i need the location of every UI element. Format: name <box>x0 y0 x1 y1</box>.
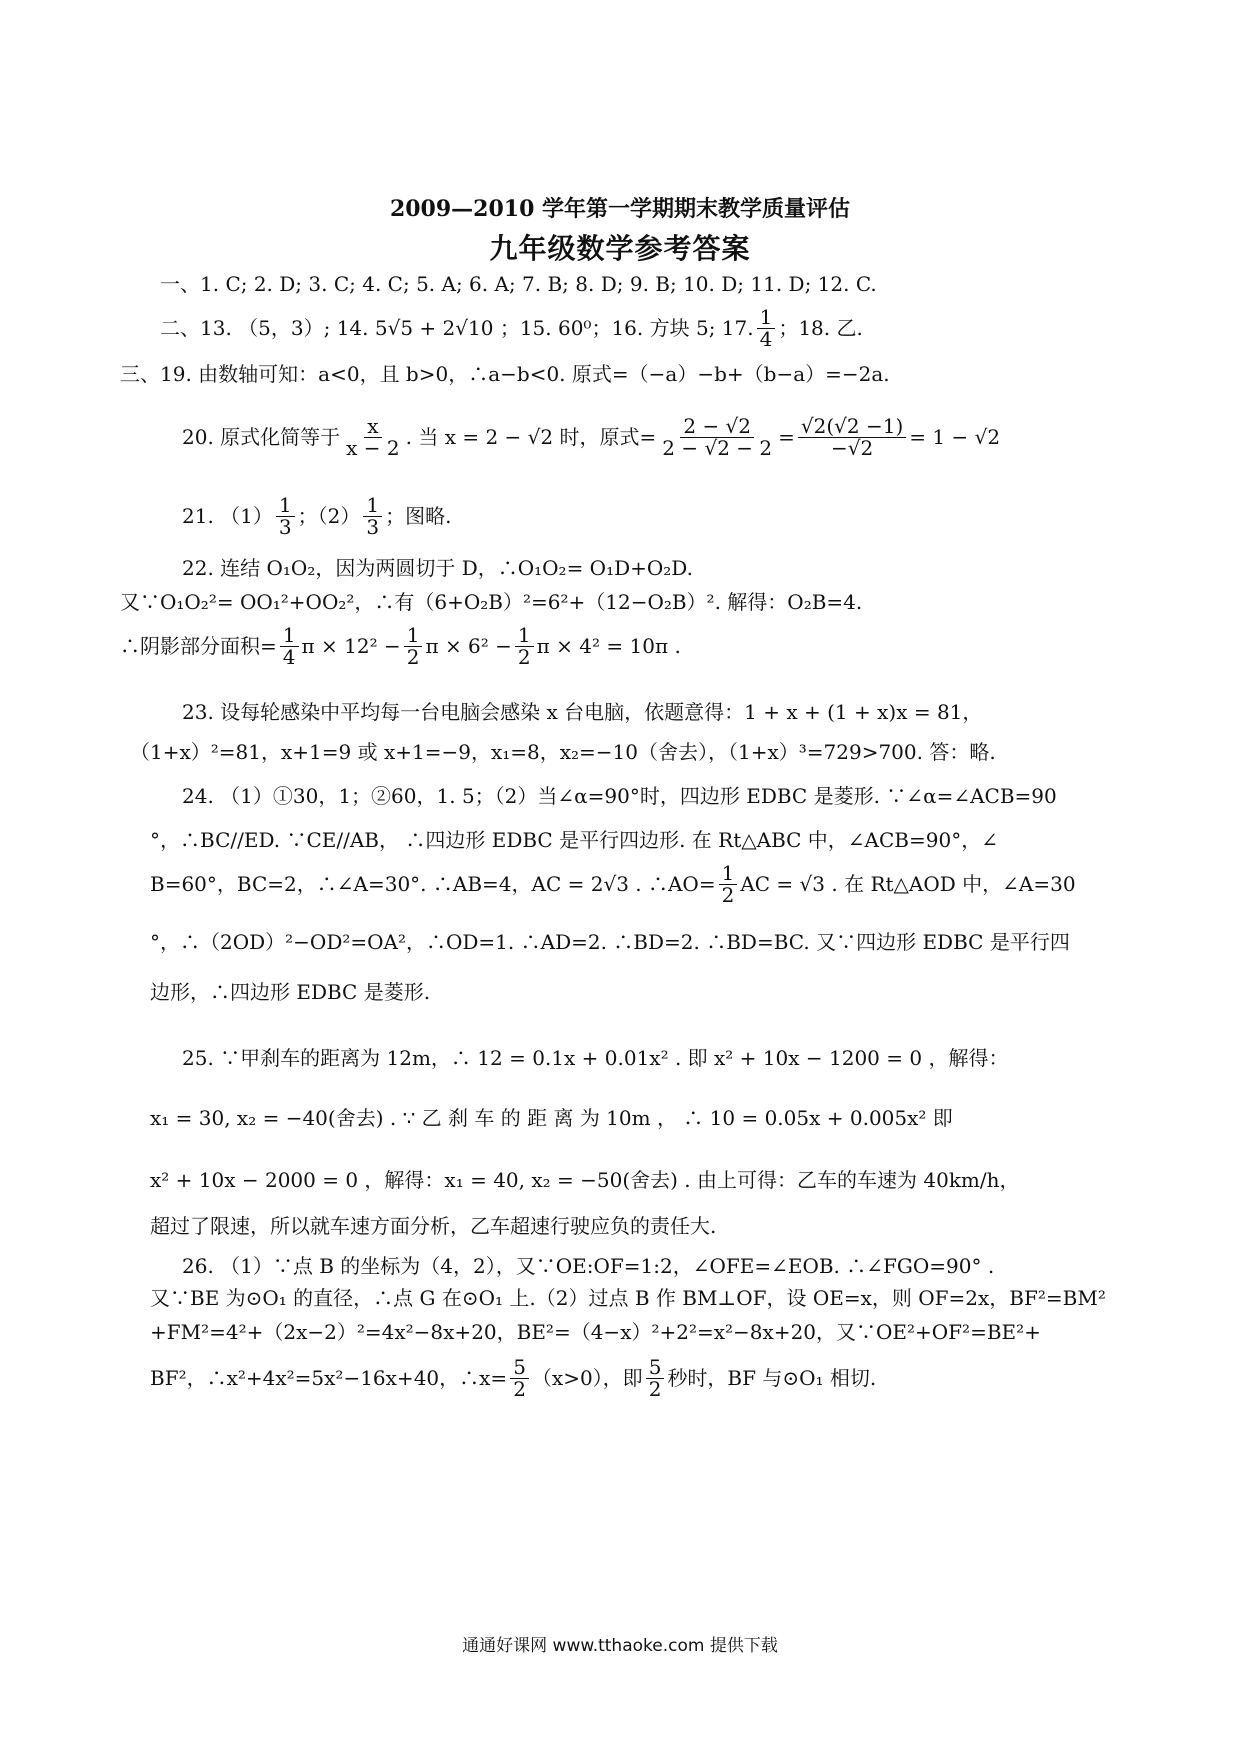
answer-20-text-c: = 1 − √2 <box>909 425 1001 449</box>
fraction-numerator: 2 − √2 <box>680 416 754 438</box>
answer-22-line-2: 又∵O₁O₂²= OO₁²+OO₂²，∴有（6+O₂B）²=6²+（12−O₂B）². 解得：O₂B=4. <box>120 590 863 614</box>
fraction-numerator: 1 <box>280 625 299 647</box>
answer-22-text-c: π × 6² − <box>425 634 512 658</box>
answer-21 <box>182 488 451 544</box>
answer-22-line-3 <box>120 618 681 674</box>
fraction-denominator: 4 <box>759 326 773 351</box>
answer-26-text-c: 秒时，BF 与⊙O₁ 相切. <box>667 1366 877 1390</box>
answer-25-line-1: 25. ∵甲刹车的距离为 12m，∴ 12 = 0.1x + 0.01x² . 即 x² + 10x − 1200 = 0 ，解得： <box>182 1046 1009 1070</box>
answer-21-text-c: ；图略. <box>385 504 452 528</box>
fraction-denominator: 2 <box>721 882 735 907</box>
equals-sign: = <box>778 425 795 449</box>
section2-text-b: ；18. 乙. <box>778 316 863 340</box>
fraction <box>343 413 402 460</box>
fraction-denominator: 2 − √2 − 2 <box>662 435 773 460</box>
fraction <box>646 1354 665 1401</box>
answer-24-line-5: 边形，∴四边形 EDBC 是菱形. <box>150 980 431 1004</box>
answer-22-text-a: ∴阴影部分面积= <box>120 634 277 658</box>
answer-26-line-2: 又∵BE 为⊙O₁ 的直径，∴点 G 在⊙O₁ 上.（2）过点 B 作 BM⊥OF，设 OE=x，则 OF=2x，BF²=BM² <box>150 1286 1106 1310</box>
fraction <box>404 622 423 669</box>
fraction-denominator: 2 <box>513 1376 526 1401</box>
answer-25-line-4: 超过了限速，所以就车速方面分析，乙车超速行驶应负的责任大. <box>150 1214 717 1238</box>
answer-26-text-b: （x>0），即 <box>531 1366 643 1390</box>
fraction-denominator: 3 <box>366 514 380 539</box>
fraction <box>276 492 295 539</box>
fraction <box>798 413 906 460</box>
fraction-denominator: 2 <box>648 1376 662 1401</box>
answer-21-text-b: ；（2） <box>297 504 361 528</box>
fraction-numerator: 1 <box>515 625 534 647</box>
answer-25-line-3: x² + 10x − 2000 = 0 ，解得：x₁ = 40, x₂ = −50(舍去) . 由上可得：乙车的车速为 40km/h， <box>150 1168 1020 1192</box>
fraction-numerator: √2(√2 −1) <box>798 416 906 438</box>
answer-22-text-b: π × 12² − <box>301 634 401 658</box>
fraction <box>719 860 738 907</box>
fraction-numerator: 1 <box>404 625 423 647</box>
fraction-numerator: 5 <box>646 1357 665 1379</box>
fraction-numerator: 1 <box>276 495 295 517</box>
answer-24-text-a: B=60°，BC=2，∴∠A=30°. ∴AB=4，AC = 2√3 . ∴AO= <box>150 872 716 896</box>
fraction-denominator: 2 <box>406 644 420 669</box>
fraction <box>659 413 775 460</box>
answer-24-line-2: °，∴BC//ED. ∵CE//AB， ∴四边形 EDBC 是平行四边形. 在 Rt△ABC 中，∠ACB=90°，∠ <box>150 828 998 852</box>
answer-26-line-1: 26. （1）∵点 B 的坐标为（4，2），又∵OE:OF=1:2，∠OFE=∠EOB. ∴∠FGO=90° . <box>182 1254 995 1278</box>
answer-22-text-d: π × 4² = 10π . <box>536 634 681 658</box>
answer-26-line-3: +FM²=4²+（2x−2）²=4x²−8x+20，BE²=（4−x）²+2²=x²−8x+20，又∵OE²+OF²=BE²+ <box>150 1320 1041 1344</box>
page-title: 2009—2010 学年第一学期期末教学质量评估 <box>389 196 851 222</box>
fraction-denominator: −√2 <box>830 435 874 460</box>
answer-20 <box>182 404 1000 470</box>
page-subtitle: 九年级数学参考答案 <box>489 232 751 265</box>
fraction-numerator: 1 <box>757 307 776 329</box>
answer-23-line-1: 23. 设每轮感染中平均每一台电脑会感染 x 台电脑，依题意得：1 + x + (1 + x)x = 81， <box>182 700 983 724</box>
fraction-numerator: 1 <box>363 495 382 517</box>
answer-24-line-4: °，∴（2OD）²−OD²=OA²，∴OD=1. ∴AD=2. ∴BD=2. ∴BD=BC. 又∵四边形 EDBC 是平行四 <box>150 930 1070 954</box>
fraction <box>510 1354 529 1401</box>
fraction <box>280 622 299 669</box>
answer-26-text-a: BF²，∴x²+4x²=5x²−16x+40，∴x= <box>150 1366 508 1390</box>
answers-section-1: 一、1. C; 2. D; 3. C; 4. C; 5. A; 6. A; 7. B; 8. D; 9. B; 10. D; 11. D; 12. C. <box>160 272 877 296</box>
answer-24-line-1: 24. （1）①30，1；②60，1. 5；（2）当∠α=90°时，四边形 EDBC 是菱形. ∵∠α=∠ACB=90 <box>182 784 1057 808</box>
answer-21-text-a: 21. （1） <box>182 504 273 528</box>
answer-24-text-b: AC = √3 . 在 Rt△AOD 中，∠A=30 <box>740 872 1076 896</box>
answer-20-text-a: 20. 原式化简等于 <box>182 425 341 449</box>
answer-22-line-1: 22. 连结 O₁O₂，因为两圆切于 D，∴O₁O₂= O₁D+O₂D. <box>182 556 693 580</box>
answers-section-2 <box>160 300 863 356</box>
fraction-numerator: 5 <box>510 1357 529 1379</box>
answer-24-line-3 <box>150 856 1076 912</box>
fraction-numerator: 1 <box>719 863 738 885</box>
fraction-denominator: x − 2 <box>346 435 400 460</box>
footer-credit: 通通好课网 www.tthaoke.com 提供下载 <box>462 1636 778 1656</box>
fraction <box>757 304 776 351</box>
answer-19: 三、19. 由数轴可知：a<0，且 b>0，∴a−b<0. 原式=（−a）−b+（b−a）=−2a. <box>120 362 890 386</box>
fraction-denominator: 2 <box>517 644 531 669</box>
fraction-numerator: x <box>364 416 381 438</box>
fraction <box>515 622 534 669</box>
answer-23-line-2: （1+x）²=81，x+1=9 或 x+1=−9，x₁=8，x₂=−10（舍去），（1+x）³=729>700. 答：略. <box>130 740 996 764</box>
answer-26-line-4 <box>150 1348 876 1408</box>
fraction-denominator: 4 <box>282 644 296 669</box>
section2-text-a: 二、13. （5，3）; 14. 5√5 + 2√10 ；15. 60⁰；16. 方块 5; 17. <box>160 316 754 340</box>
answer-25-line-2: x₁ = 30, x₂ = −40(舍去) . ∵ 乙 刹 车 的 距 离 为 10m ， ∴ 10 = 0.05x + 0.005x² 即 <box>150 1106 953 1130</box>
answer-20-text-b: . 当 x = 2 − √2 时，原式= <box>405 425 657 449</box>
fraction-denominator: 3 <box>278 514 292 539</box>
fraction <box>363 492 382 539</box>
